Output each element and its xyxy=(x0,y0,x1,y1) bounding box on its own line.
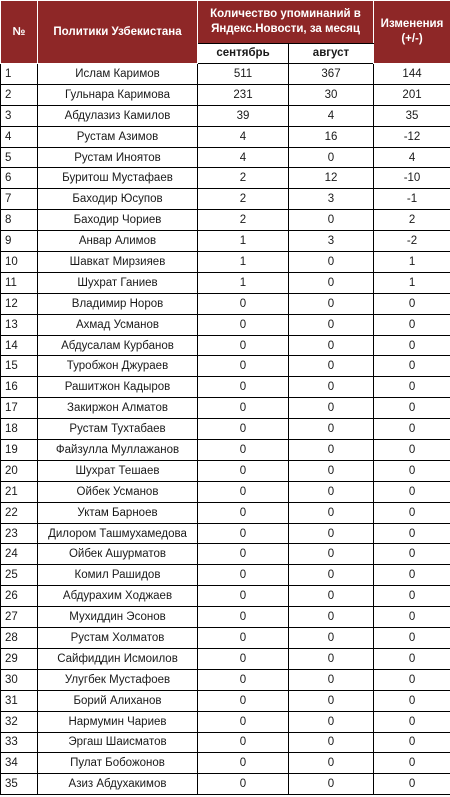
cell-august: 0 xyxy=(289,377,374,398)
cell-change: 0 xyxy=(374,314,450,335)
table-row xyxy=(1,502,450,523)
cell-change: 0 xyxy=(374,565,450,586)
cell-september: 1 xyxy=(198,252,289,273)
cell-number: 10 xyxy=(1,252,38,273)
cell-politician-name: Шавкат Мирзияев xyxy=(38,252,198,273)
cell-august: 0 xyxy=(289,419,374,440)
cell-september: 231 xyxy=(198,84,289,105)
cell-august: 0 xyxy=(289,607,374,628)
cell-politician-name: Борий Алиханов xyxy=(38,690,198,711)
cell-number: 27 xyxy=(1,607,38,628)
cell-politician-name: Рустам Азимов xyxy=(38,126,198,147)
table-row xyxy=(1,377,450,398)
header-mentions: Количество упоминаний в Яндекс.Новости, за месяц xyxy=(198,1,374,44)
cell-politician-name: Ахмад Усманов xyxy=(38,314,198,335)
table-row xyxy=(1,481,450,502)
cell-politician-name: Рустам Холматов xyxy=(38,628,198,649)
cell-politician-name: Улугбек Мустафоев xyxy=(38,669,198,690)
table-row xyxy=(1,356,450,377)
cell-politician-name: Владимир Норов xyxy=(38,293,198,314)
cell-number: 25 xyxy=(1,565,38,586)
table-row xyxy=(1,565,450,586)
table-row xyxy=(1,293,450,314)
cell-september: 0 xyxy=(198,669,289,690)
cell-politician-name: Рашитжон Кадыров xyxy=(38,377,198,398)
cell-number: 4 xyxy=(1,126,38,147)
cell-change: 0 xyxy=(374,293,450,314)
cell-august: 0 xyxy=(289,440,374,461)
cell-september: 0 xyxy=(198,711,289,732)
cell-change: 0 xyxy=(374,648,450,669)
cell-september: 0 xyxy=(198,690,289,711)
cell-september: 0 xyxy=(198,314,289,335)
cell-august: 0 xyxy=(289,356,374,377)
cell-august: 0 xyxy=(289,774,374,795)
cell-september: 0 xyxy=(198,732,289,753)
cell-change: 0 xyxy=(374,523,450,544)
cell-change: 35 xyxy=(374,105,450,126)
table-row xyxy=(1,732,450,753)
table-row xyxy=(1,690,450,711)
table-row xyxy=(1,440,450,461)
cell-change: 0 xyxy=(374,690,450,711)
cell-september: 2 xyxy=(198,168,289,189)
cell-change: 0 xyxy=(374,481,450,502)
table-row xyxy=(1,648,450,669)
cell-august: 0 xyxy=(289,272,374,293)
cell-number: 3 xyxy=(1,105,38,126)
table-row xyxy=(1,544,450,565)
table-row xyxy=(1,669,450,690)
cell-august: 3 xyxy=(289,231,374,252)
cell-change: 1 xyxy=(374,252,450,273)
cell-august: 0 xyxy=(289,669,374,690)
table-row xyxy=(1,231,450,252)
cell-september: 0 xyxy=(198,586,289,607)
cell-number: 29 xyxy=(1,648,38,669)
cell-change: 0 xyxy=(374,669,450,690)
table-body xyxy=(1,64,450,795)
cell-september: 0 xyxy=(198,460,289,481)
cell-september: 0 xyxy=(198,293,289,314)
cell-september: 39 xyxy=(198,105,289,126)
cell-change: 2 xyxy=(374,210,450,231)
cell-politician-name: Комил Рашидов xyxy=(38,565,198,586)
cell-change: 0 xyxy=(374,607,450,628)
cell-september: 0 xyxy=(198,481,289,502)
cell-september: 4 xyxy=(198,126,289,147)
cell-politician-name: Абдулазиз Камилов xyxy=(38,105,198,126)
header-august: август xyxy=(289,44,374,64)
table-row xyxy=(1,607,450,628)
cell-september: 0 xyxy=(198,774,289,795)
cell-politician-name: Буритош Мустафаев xyxy=(38,168,198,189)
cell-september: 2 xyxy=(198,210,289,231)
cell-change: 0 xyxy=(374,544,450,565)
cell-september: 0 xyxy=(198,753,289,774)
table-row xyxy=(1,126,450,147)
cell-august: 30 xyxy=(289,84,374,105)
cell-august: 4 xyxy=(289,105,374,126)
cell-change: 0 xyxy=(374,753,450,774)
cell-change: 0 xyxy=(374,440,450,461)
cell-change: 4 xyxy=(374,147,450,168)
cell-politician-name: Закиржон Алматов xyxy=(38,398,198,419)
cell-number: 34 xyxy=(1,753,38,774)
cell-september: 0 xyxy=(198,544,289,565)
cell-politician-name: Дилором Ташмухамедова xyxy=(38,523,198,544)
cell-politician-name: Баходир Чориев xyxy=(38,210,198,231)
cell-number: 32 xyxy=(1,711,38,732)
cell-september: 4 xyxy=(198,147,289,168)
cell-august: 0 xyxy=(289,711,374,732)
cell-politician-name: Нармумин Чариев xyxy=(38,711,198,732)
cell-change: 0 xyxy=(374,586,450,607)
cell-number: 13 xyxy=(1,314,38,335)
cell-august: 0 xyxy=(289,732,374,753)
header-change: Изменения (+/-) xyxy=(374,1,450,64)
cell-number: 12 xyxy=(1,293,38,314)
cell-number: 15 xyxy=(1,356,38,377)
table-row xyxy=(1,105,450,126)
cell-number: 5 xyxy=(1,147,38,168)
cell-september: 0 xyxy=(198,440,289,461)
cell-politician-name: Ойбек Усманов xyxy=(38,481,198,502)
cell-september: 511 xyxy=(198,64,289,85)
table-row xyxy=(1,398,450,419)
table-row xyxy=(1,314,450,335)
cell-august: 0 xyxy=(289,523,374,544)
cell-august: 0 xyxy=(289,398,374,419)
cell-politician-name: Абдусалам Курбанов xyxy=(38,335,198,356)
cell-number: 33 xyxy=(1,732,38,753)
table-row xyxy=(1,252,450,273)
header-politician: Политики Узбекистана xyxy=(38,1,198,64)
cell-politician-name: Сайфиддин Исмоилов xyxy=(38,648,198,669)
cell-change: 0 xyxy=(374,711,450,732)
cell-september: 0 xyxy=(198,565,289,586)
table-row xyxy=(1,147,450,168)
cell-politician-name: Шухрат Тешаев xyxy=(38,460,198,481)
cell-number: 19 xyxy=(1,440,38,461)
cell-august: 0 xyxy=(289,147,374,168)
cell-number: 7 xyxy=(1,189,38,210)
cell-politician-name: Рустам Тухтабаев xyxy=(38,419,198,440)
table-row xyxy=(1,523,450,544)
cell-september: 0 xyxy=(198,335,289,356)
cell-august: 0 xyxy=(289,502,374,523)
cell-politician-name: Эргаш Шаисматов xyxy=(38,732,198,753)
cell-september: 0 xyxy=(198,523,289,544)
cell-number: 30 xyxy=(1,669,38,690)
cell-politician-name: Ислам Каримов xyxy=(38,64,198,85)
cell-august: 0 xyxy=(289,335,374,356)
cell-august: 0 xyxy=(289,753,374,774)
cell-politician-name: Баходир Юсупов xyxy=(38,189,198,210)
cell-politician-name: Азиз Абдухакимов xyxy=(38,774,198,795)
cell-august: 0 xyxy=(289,628,374,649)
cell-number: 31 xyxy=(1,690,38,711)
cell-change: 0 xyxy=(374,419,450,440)
cell-change: 0 xyxy=(374,502,450,523)
cell-september: 0 xyxy=(198,356,289,377)
cell-politician-name: Пулат Бобожонов xyxy=(38,753,198,774)
cell-politician-name: Туробжон Джураев xyxy=(38,356,198,377)
cell-august: 16 xyxy=(289,126,374,147)
cell-august: 0 xyxy=(289,648,374,669)
cell-change: 0 xyxy=(374,774,450,795)
cell-politician-name: Рустам Иноятов xyxy=(38,147,198,168)
cell-politician-name: Мухиддин Эсонов xyxy=(38,607,198,628)
table-row xyxy=(1,272,450,293)
cell-number: 24 xyxy=(1,544,38,565)
cell-change: -1 xyxy=(374,189,450,210)
cell-change: 0 xyxy=(374,356,450,377)
cell-number: 18 xyxy=(1,419,38,440)
table-row xyxy=(1,586,450,607)
cell-september: 0 xyxy=(198,628,289,649)
table-row xyxy=(1,189,450,210)
cell-august: 0 xyxy=(289,210,374,231)
table-row xyxy=(1,711,450,732)
table-row xyxy=(1,168,450,189)
cell-change: -2 xyxy=(374,231,450,252)
cell-august: 0 xyxy=(289,481,374,502)
cell-change: 0 xyxy=(374,732,450,753)
header-september: сентябрь xyxy=(198,44,289,64)
cell-september: 0 xyxy=(198,377,289,398)
cell-number: 20 xyxy=(1,460,38,481)
cell-politician-name: Уктам Барноев xyxy=(38,502,198,523)
table-header xyxy=(1,1,450,64)
cell-number: 28 xyxy=(1,628,38,649)
cell-number: 16 xyxy=(1,377,38,398)
cell-change: 144 xyxy=(374,64,450,85)
cell-number: 23 xyxy=(1,523,38,544)
table-row xyxy=(1,335,450,356)
cell-august: 0 xyxy=(289,252,374,273)
table-row xyxy=(1,210,450,231)
cell-change: 1 xyxy=(374,272,450,293)
cell-august: 0 xyxy=(289,293,374,314)
cell-august: 0 xyxy=(289,565,374,586)
cell-change: 0 xyxy=(374,335,450,356)
cell-september: 0 xyxy=(198,648,289,669)
table-row xyxy=(1,84,450,105)
cell-august: 0 xyxy=(289,544,374,565)
cell-september: 0 xyxy=(198,419,289,440)
cell-number: 17 xyxy=(1,398,38,419)
cell-change: 0 xyxy=(374,398,450,419)
cell-number: 1 xyxy=(1,64,38,85)
cell-change: 0 xyxy=(374,377,450,398)
cell-change: -12 xyxy=(374,126,450,147)
table-row xyxy=(1,753,450,774)
table-row xyxy=(1,774,450,795)
cell-number: 9 xyxy=(1,231,38,252)
cell-number: 2 xyxy=(1,84,38,105)
cell-august: 0 xyxy=(289,586,374,607)
cell-politician-name: Гульнара Каримова xyxy=(38,84,198,105)
cell-number: 6 xyxy=(1,168,38,189)
table-row xyxy=(1,628,450,649)
cell-august: 367 xyxy=(289,64,374,85)
cell-september: 1 xyxy=(198,272,289,293)
cell-number: 35 xyxy=(1,774,38,795)
cell-august: 0 xyxy=(289,690,374,711)
cell-august: 12 xyxy=(289,168,374,189)
cell-number: 11 xyxy=(1,272,38,293)
cell-number: 26 xyxy=(1,586,38,607)
cell-number: 8 xyxy=(1,210,38,231)
cell-number: 22 xyxy=(1,502,38,523)
cell-september: 0 xyxy=(198,607,289,628)
table-row xyxy=(1,64,450,85)
cell-number: 21 xyxy=(1,481,38,502)
cell-september: 1 xyxy=(198,231,289,252)
cell-change: 0 xyxy=(374,460,450,481)
table-row xyxy=(1,419,450,440)
cell-politician-name: Шухрат Ганиев xyxy=(38,272,198,293)
cell-september: 0 xyxy=(198,502,289,523)
cell-september: 0 xyxy=(198,398,289,419)
cell-change: 0 xyxy=(374,628,450,649)
cell-politician-name: Анвар Алимов xyxy=(38,231,198,252)
cell-august: 3 xyxy=(289,189,374,210)
cell-change: -10 xyxy=(374,168,450,189)
cell-politician-name: Абдурахим Ходжаев xyxy=(38,586,198,607)
table-row xyxy=(1,460,450,481)
cell-politician-name: Ойбек Ашурматов xyxy=(38,544,198,565)
cell-august: 0 xyxy=(289,460,374,481)
header-number: № xyxy=(1,1,38,64)
cell-change: 201 xyxy=(374,84,450,105)
cell-number: 14 xyxy=(1,335,38,356)
cell-august: 0 xyxy=(289,314,374,335)
cell-politician-name: Файзулла Муллажанов xyxy=(38,440,198,461)
cell-september: 2 xyxy=(198,189,289,210)
